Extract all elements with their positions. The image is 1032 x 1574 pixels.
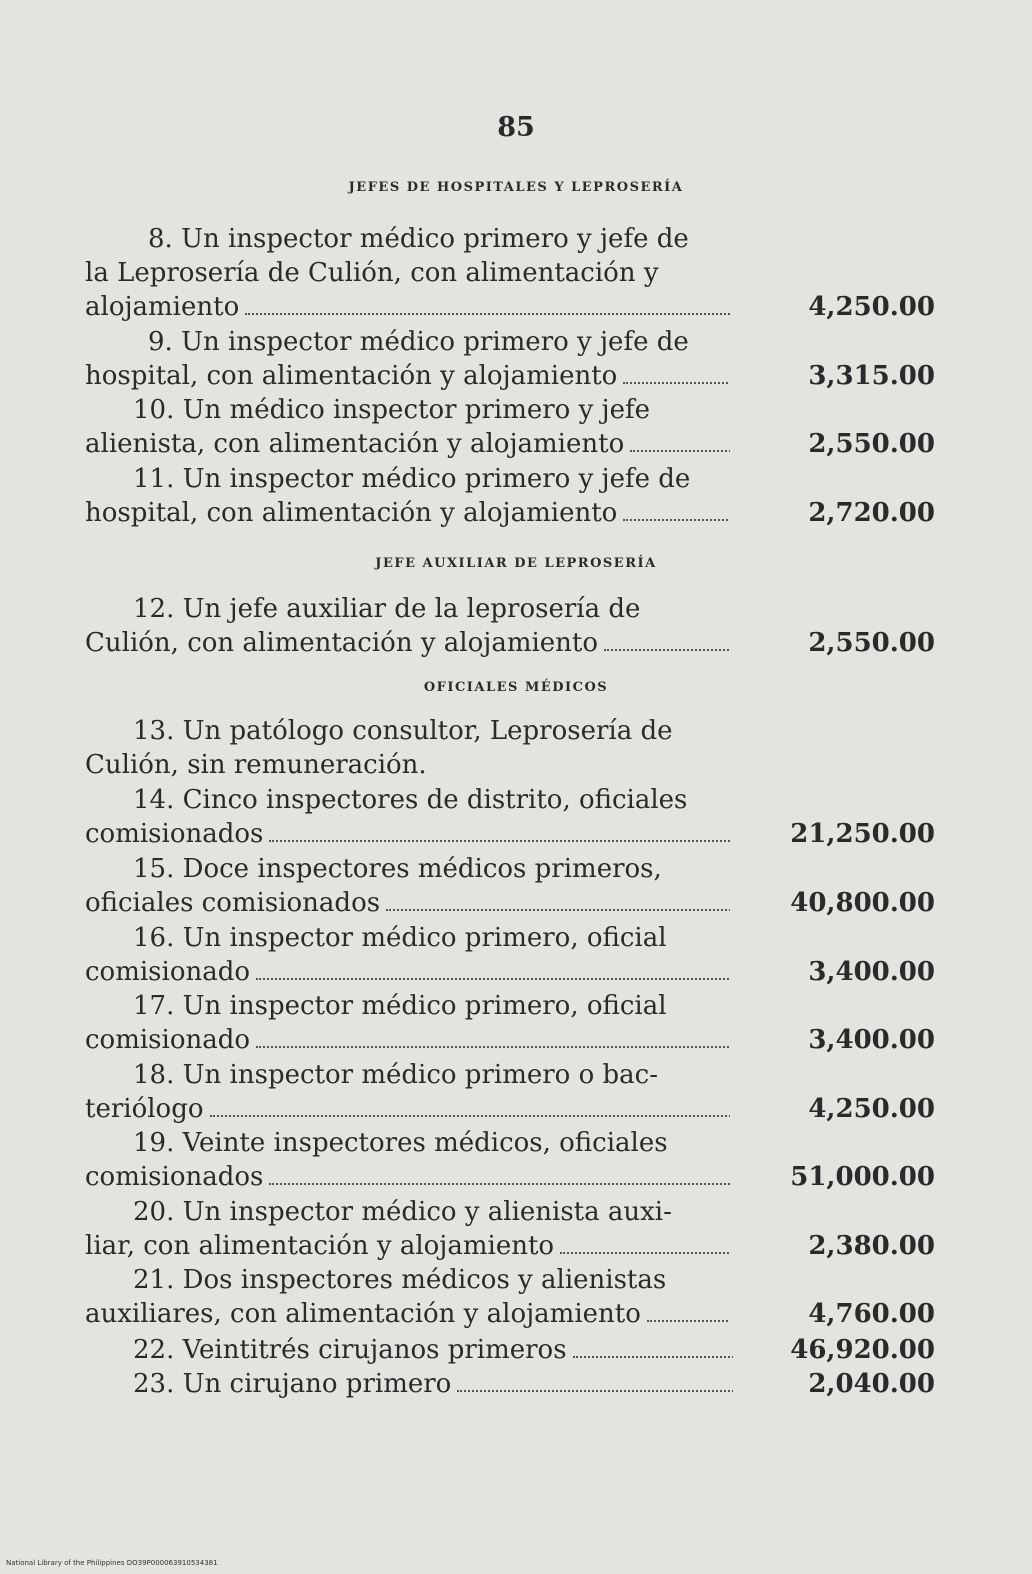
section-heading-jefe-auxiliar: JEFE AUXILIAR DE LEPROSERÍA: [375, 556, 657, 571]
list-item: [85, 393, 945, 473]
item-amount: 3,400.00: [808, 1025, 935, 1055]
page-number: 85: [497, 112, 535, 143]
item-amount: 3,400.00: [808, 957, 935, 987]
item-text-line-with-leader: 23. Un cirujano primero: [133, 1367, 733, 1401]
item-text-line-with-leader: comisionados: [85, 1160, 730, 1194]
list-item: [85, 1263, 945, 1343]
list-item: [85, 783, 945, 863]
item-amount: 4,760.00: [808, 1299, 935, 1329]
item-amount: 2,550.00: [808, 628, 935, 658]
item-text-line-with-leader: Culión, con alimentación y alojamiento: [85, 626, 730, 660]
item-amount: 2,550.00: [808, 429, 935, 459]
list-item: [85, 1126, 945, 1206]
list-item: [85, 1367, 945, 1401]
item-amount: 3,315.00: [808, 361, 935, 391]
item-text-line: 14. Cinco inspectores de distrito, oficiales: [133, 785, 688, 815]
item-text-line: 15. Doce inspectores médicos primeros,: [133, 854, 662, 884]
item-amount: 40,800.00: [790, 888, 935, 918]
item-text-line-with-leader: teriólogo: [85, 1092, 730, 1126]
item-text-line-with-leader: hospital, con alimentación y alojamiento: [85, 496, 730, 530]
item-text-line-with-leader: comisionado: [85, 955, 730, 989]
item-text-line-with-leader: comisionado: [85, 1023, 730, 1057]
item-text-line-with-leader: alienista, con alimentación y alojamiento: [85, 427, 730, 461]
section-heading-jefes-hospitales: JEFES DE HOSPITALES Y LEPROSERÍA: [348, 180, 684, 195]
item-amount: 21,250.00: [790, 819, 935, 849]
list-item: [85, 714, 945, 794]
item-text-line: 19. Veinte inspectores médicos, oficiales: [133, 1128, 668, 1158]
list-item: [85, 1333, 945, 1367]
footer-source-note: National Library of the Philippines DO39P000063910534381: [6, 1559, 218, 1567]
item-text-line: 21. Dos inspectores médicos y alienistas: [133, 1265, 667, 1295]
item-amount: 4,250.00: [808, 292, 935, 322]
item-text-line: 9. Un inspector médico primero y jefe de: [148, 327, 689, 357]
item-text-line-with-leader: hospital, con alimentación y alojamiento: [85, 359, 730, 393]
item-amount: 51,000.00: [790, 1162, 935, 1192]
item-text-line-with-leader: oficiales comisionados: [85, 886, 730, 920]
item-text-line: 18. Un inspector médico primero o bac-: [133, 1060, 658, 1090]
list-item: [85, 852, 945, 932]
item-text-line: 11. Un inspector médico primero y jefe de: [133, 464, 691, 494]
item-text-line: 10. Un médico inspector primero y jefe: [133, 395, 650, 425]
item-text-line-with-leader: liar, con alimentación y alojamiento: [85, 1229, 730, 1263]
item-text-line: Culión, sin remuneración.: [85, 750, 427, 780]
item-amount: 2,040.00: [808, 1369, 935, 1399]
item-text-line-with-leader: comisionados: [85, 817, 730, 851]
item-text-line: 12. Un jefe auxiliar de la leprosería de: [133, 594, 641, 624]
list-item: [85, 462, 945, 542]
item-text-line-with-leader: alojamiento: [85, 290, 730, 324]
item-text-line: 17. Un inspector médico primero, oficial: [133, 991, 667, 1021]
item-text-line: 20. Un inspector médico y alienista auxi-: [133, 1197, 672, 1227]
item-amount: 2,720.00: [808, 498, 935, 528]
item-text-line-with-leader: auxiliares, con alimentación y alojamiento: [85, 1297, 730, 1331]
item-amount: 46,920.00: [790, 1335, 935, 1365]
item-text-line: la Leprosería de Culión, con alimentación y: [85, 258, 659, 288]
list-item: [85, 222, 945, 332]
item-amount: 2,380.00: [808, 1231, 935, 1261]
item-text-line: 16. Un inspector médico primero, oficial: [133, 923, 667, 953]
item-text-line: 8. Un inspector médico primero y jefe de: [148, 224, 689, 254]
item-text-line: 13. Un patólogo consultor, Leprosería de: [133, 716, 673, 746]
item-amount: 4,250.00: [808, 1094, 935, 1124]
list-item: [85, 592, 945, 672]
list-item: [85, 989, 945, 1069]
item-text-line-with-leader: 22. Veintitrés cirujanos primeros: [133, 1333, 733, 1367]
section-heading-oficiales-medicos: OFICIALES MÉDICOS: [423, 680, 609, 695]
